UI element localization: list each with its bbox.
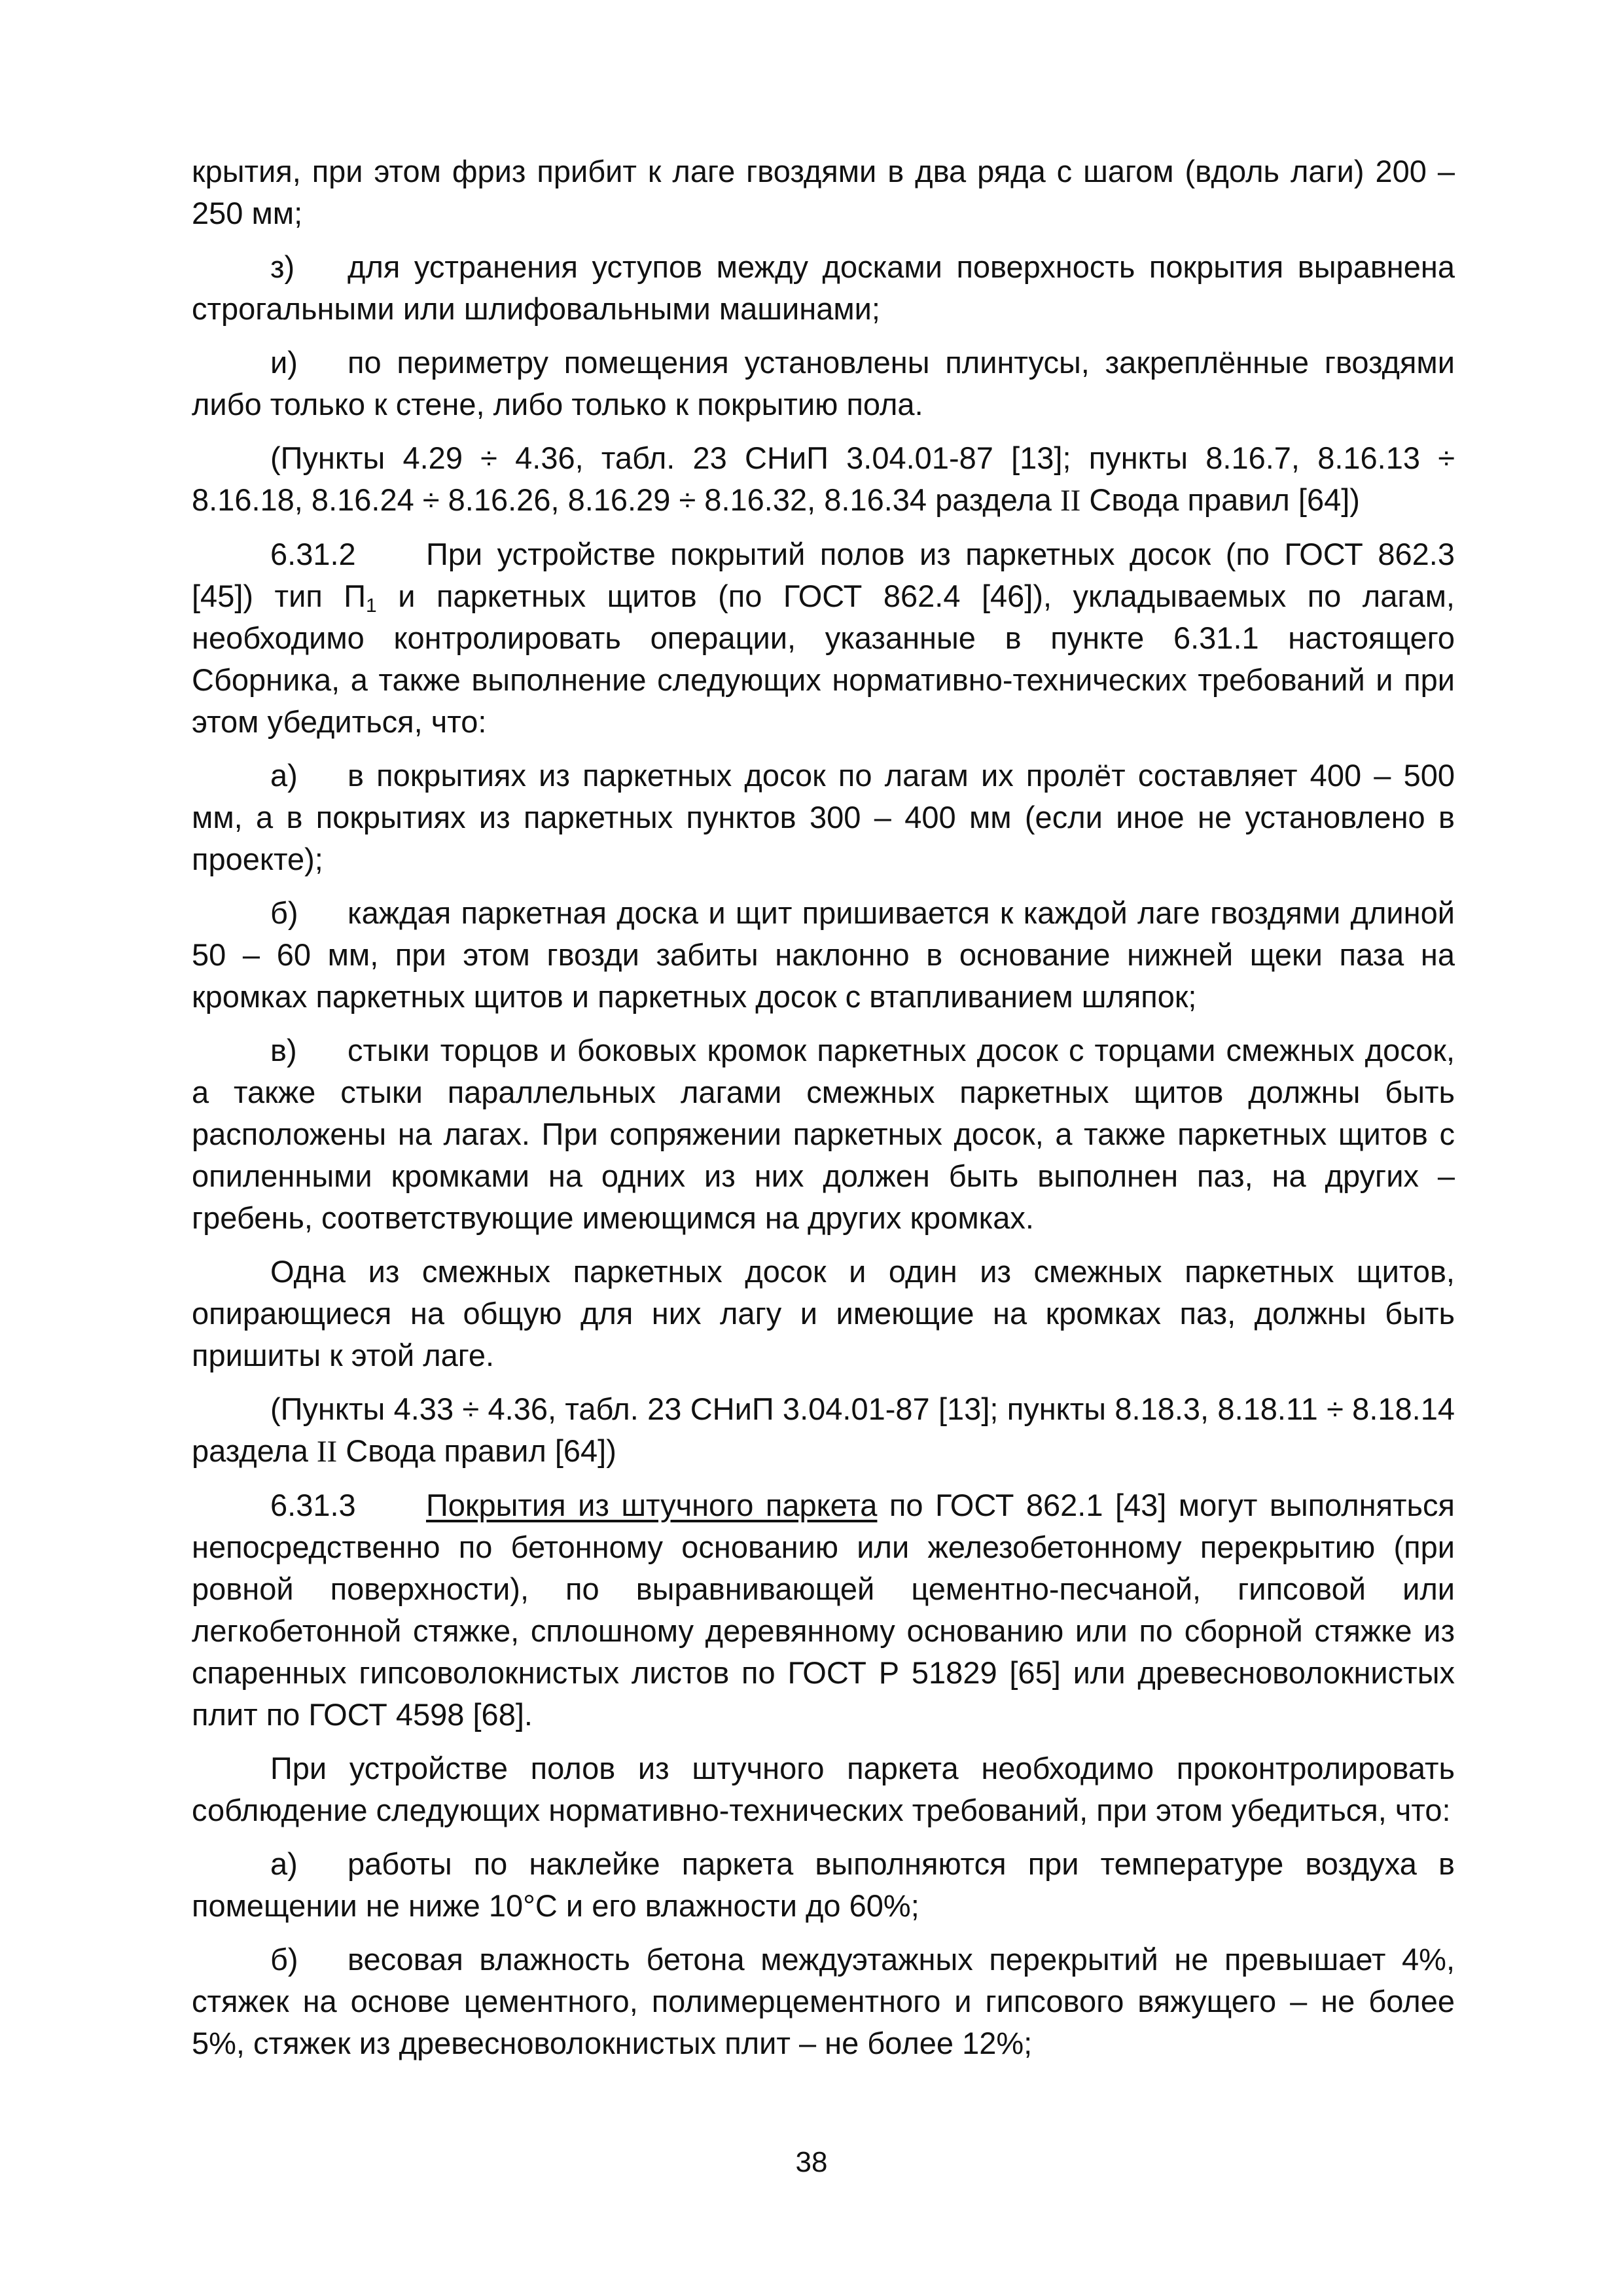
list-item-b (192, 892, 1455, 1018)
list-item-v (192, 1030, 1455, 1239)
paragraph-adjacent-boards (192, 1251, 1455, 1376)
roman-numeral: II (1060, 484, 1081, 518)
list-item-text: для устранения уступов между досками поверхность покрытия выравнена строгальными или шлифовальными машинами; (192, 249, 1455, 326)
list-item-b-2 (192, 1939, 1455, 2064)
list-marker: б) (270, 1942, 298, 1977)
list-item-a-2 (192, 1843, 1455, 1927)
list-item-text: каждая паркетная доска и щит пришивается к каждой лаге гвоздями длиной 50 – 60 мм, при этом гвозди забиты наклонно в основание нижней щеки паза на кромках паркетных щитов и паркетных досок с втапливанием шляпок; (192, 895, 1455, 1014)
reference-text-end: Свода правил [64]) (1080, 482, 1360, 517)
subscript: 1 (366, 595, 377, 617)
section-text: При устройстве покрытий полов из паркетных досок (по ГОСТ 862.3 [45]) тип П (192, 537, 1455, 613)
reference-text-end: Свода правил [64]) (337, 1433, 616, 1468)
body-text (192, 151, 1455, 2076)
section-number: 6.31.2 (270, 537, 356, 571)
roman-numeral: II (316, 1435, 338, 1469)
list-item-z (192, 246, 1455, 330)
list-item-text: работы по наклейке паркета выполняются при температуре воздуха в помещении не ниже 10°С и его влажности до 60%; (192, 1846, 1455, 1923)
paragraph-text: крытия, при этом фриз прибит к лаге гвоздями в два ряда с шагом (вдоль лаги) 200 – 250 мм; (192, 154, 1455, 230)
list-item-text: по периметру помещения установлены плинтусы, закреплённые гвоздями либо только к стене, либо только к покрытию пола. (192, 345, 1455, 422)
list-marker: б) (270, 895, 298, 930)
page-number: 38 (795, 2146, 828, 2178)
list-item-text: в покрытиях из паркетных досок по лагам их пролёт составляет 400 – 500 мм, а в покрытиях из паркетных пунктов 300 – 400 мм (если иное не установлено в проекте); (192, 758, 1455, 876)
section-number: 6.31.3 (270, 1488, 356, 1522)
list-marker: в) (270, 1033, 297, 1067)
list-item-i (192, 342, 1455, 425)
paragraph-parquet-requirements (192, 1748, 1455, 1831)
list-marker: з) (270, 249, 295, 284)
list-item-a (192, 755, 1455, 880)
reference-text: (Пункты 4.29 ÷ 4.36, табл. 23 СНиП 3.04.01-87 [13]; пункты 8.16.7, 8.16.13 ÷ 8.16.18, 8.16.24 ÷ 8.16.26, 8.16.29 ÷ 8.16.32, 8.16.34 раздела (192, 440, 1455, 517)
list-marker: а) (270, 1846, 298, 1881)
list-item-text: весовая влажность бетона междуэтажных перекрытий не превышает 4%, стяжек на основе цементного, полимерцементного и гипсового вяжущего – не более 5%, стяжек из древесноволокнистых плит – не более 12%; (192, 1942, 1455, 2060)
reference-note-2 (192, 1388, 1455, 1473)
section-text-end: и паркетных щитов (по ГОСТ 862.4 [46]), укладываемых по лагам, необходимо контролировать операции, указанные в пункте 6.31.1 настоящего Сборника, а также выполнение следующих нормативно-технических требований и при этом убедиться, что: (192, 579, 1455, 739)
reference-note-1 (192, 437, 1455, 522)
paragraph-floor-frieze-continuation (192, 151, 1455, 234)
underlined-term: Покрытия из штучного паркета (426, 1488, 878, 1522)
reference-text: (Пункты 4.33 ÷ 4.36, табл. 23 СНиП 3.04.01-87 [13]; пункты 8.18.3, 8.18.11 ÷ 8.18.14 раздела (192, 1391, 1455, 1468)
section-6-31-3 (192, 1484, 1455, 1736)
paragraph-text: При устройстве полов из штучного паркета необходимо проконтролировать соблюдение следующих нормативно-технических требований, при этом убедиться, что: (192, 1751, 1455, 1827)
list-item-text: стыки торцов и боковых кромок паркетных досок с торцами смежных досок, а также стыки параллельных лагами смежных паркетных щитов должны быть расположены на лагах. При сопряжении паркетных досок, а также паркетных щитов с опиленными кромками на одних из них должен быть выполнен паз, на других – гребень, соответствующие имеющимся на других кромках. (192, 1033, 1455, 1235)
section-text: по ГОСТ 862.1 [43] могут выполняться непосредственно по бетонному основанию или железобетонному перекрытию (при ровной поверхности), по выравнивающей цементно-песчаной, гипсовой или легкобетонной стяжке, сплошному деревянному основанию или по сборной стяжке из спаренных гипсоволокнистых листов по ГОСТ Р 51829 [65] или древесноволокнистых плит по ГОСТ 4598 [68]. (192, 1488, 1455, 1732)
section-6-31-2 (192, 533, 1455, 743)
paragraph-text: Одна из смежных паркетных досок и один из смежных паркетных щитов, опирающиеся на общую для них лагу и имеющие на кромках паз, должны быть пришиты к этой лаге. (192, 1254, 1455, 1372)
list-marker: и) (270, 345, 298, 380)
list-marker: а) (270, 758, 298, 793)
